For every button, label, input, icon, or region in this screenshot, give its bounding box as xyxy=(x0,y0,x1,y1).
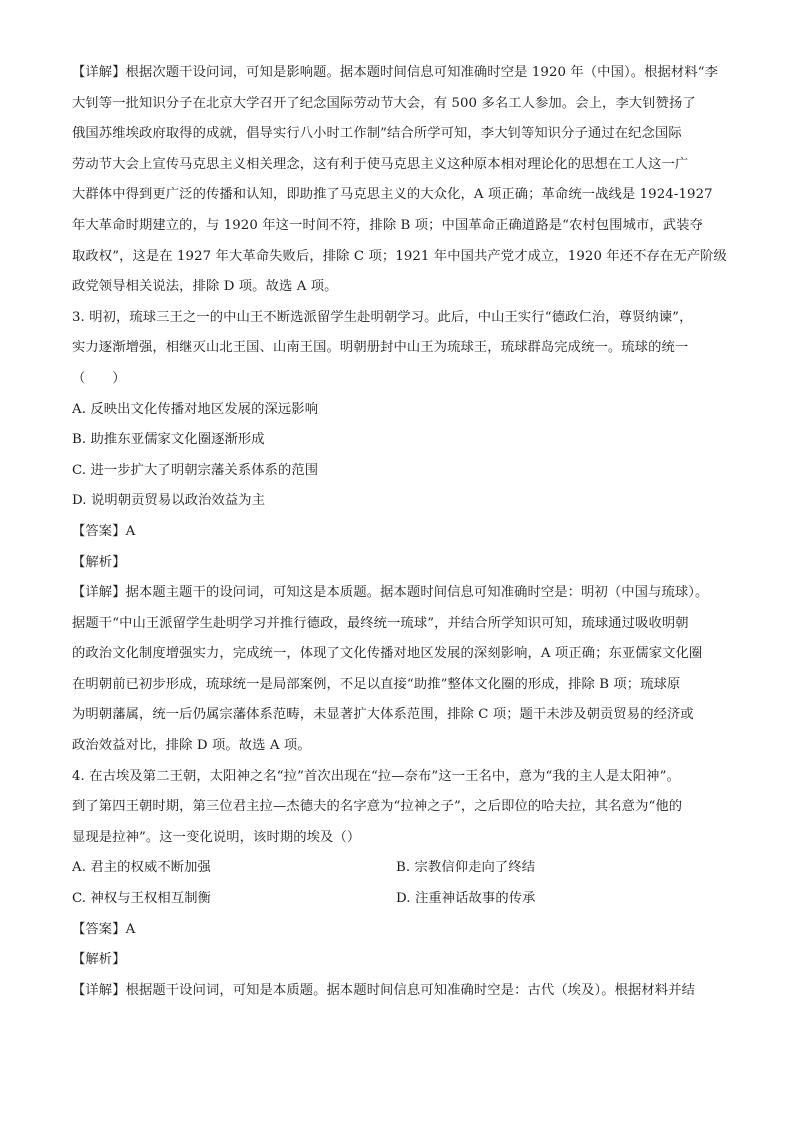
text-line: 大钊等一批知识分子在北京大学召开了纪念国际劳动节大会，有 500 多名工人参加。会上，李大钊赞扬了 xyxy=(72,95,696,111)
option-d: D. 注重神话故事的传承 xyxy=(396,891,536,907)
detail-paragraph: 【详解】根据题干设问词，可知是本质题。据本题时间信息可知准确时空是：古代（埃及）。根据材料并结 xyxy=(72,982,696,998)
answer-label: 【答案】A xyxy=(72,921,136,937)
text-line: 【解析】 xyxy=(72,554,126,570)
option-b: B. 宗教信仰走向了终结 xyxy=(396,860,536,876)
option-c: C. 神权与王权相互制衡 xyxy=(72,891,212,907)
text-line: 大群体中得到更广泛的传播和认知，即助推了马克思主义的大众化，A 项正确；革命统一战线是 1924-1927 xyxy=(72,187,713,203)
text-line: 在明朝前已初步形成，琉球统一是局部案例，不足以直接“助推”整体文化圈的形成，排除 B 项；琉球原 xyxy=(72,676,681,692)
text-line: 到了第四王朝时期，第三位君主拉—杰德夫的名字意为“拉神之子”，之后即位的哈夫拉，其名意为“他的 xyxy=(72,799,683,815)
option-row xyxy=(72,853,732,884)
text-line: 为明朝藩属，统一后仍属宗藩体系范畴，未显著扩大体系范围，排除 C 项；题干未涉及朝贡贸易的经济或 xyxy=(72,707,694,723)
text-line: 【答案】A xyxy=(72,523,136,539)
text-line: 【详解】根据次题干设问词，可知是影响题。据本题时间信息可知准确时空是 1920 年（中国）。根据材料“李 xyxy=(72,65,718,80)
text-line: 的政治文化制度增强实力，完成统一，体现了文化传播对地区发展的深刻影响，A 项正确；东亚儒家文化圈 xyxy=(72,646,703,662)
text-line: B. 助推东亚儒家文化圈逐渐形成 xyxy=(72,432,265,448)
text-line: 4. 在古埃及第二王朝，太阳神之名“拉”首次出现在“拉—奈布”这一王名中，意为“我的主人是太阳神”。 xyxy=(72,768,680,784)
text-line: 据题干“中山王派留学生赴明学习并推行德政，最终统一琉球”，并结合所学知识可知，琉球通过吸收明朝 xyxy=(72,615,689,631)
text-line: 显现是拉神”。这一变化说明，该时期的埃及（） xyxy=(72,829,361,845)
text-line: C. 进一步扩大了明朝宗藩关系体系的范围 xyxy=(72,462,319,478)
text-line: A. 反映出文化传播对地区发展的深远影响 xyxy=(72,401,319,417)
text-line: 年大革命时期建立的，与 1920 年这一时间不符，排除 B 项；中国革命正确道路是“农村包围城市，武装夺 xyxy=(72,217,703,233)
text-line: 俄国苏维埃政府取得的成就，倡导实行八小时工作制”结合所学可知，李大钊等知识分子通过在纪念国际 xyxy=(72,126,682,142)
text-line: D. 说明朝贡贸易以政治效益为主 xyxy=(72,493,266,509)
text-line: 政治效益对比，排除 D 项。故选 A 项。 xyxy=(72,738,311,754)
text-line: 3. 明初，琉球三王之一的中山王不断选派留学生赴明朝学习。此后，中山王实行“德政仁治，尊贤纳谏”， xyxy=(72,309,693,325)
text-line: 取政权”，这是在 1927 年大革命失败后，排除 C 项；1921 年中国共产党才成立，1920 年还不存在无产阶级 xyxy=(72,248,727,264)
option-row xyxy=(72,884,732,915)
text-line: 政党领导相关说法，排除 D 项。故选 A 项。 xyxy=(72,279,338,295)
analysis-label: 【解析】 xyxy=(72,952,126,968)
option-a: A. 君主的权威不断加强 xyxy=(72,860,211,876)
text-line: （ ） xyxy=(72,370,126,386)
text-line: 劳动节大会上宣传马克思主义相关理念，这有利于使马克思主义这种原本相对理论化的思想在工人这一广 xyxy=(72,156,689,172)
text-line: 【详解】据本题主题干的设问词，可知这是本质题。据本题时间信息可知准确时空是：明初（中国与琉球）。 xyxy=(72,585,709,601)
document-page xyxy=(72,58,732,1006)
text-line: 实力逐渐增强，相继灭山北王国、山南王国。明朝册封中山王为琉球王，琉球群岛完成统一。琉球的统一 xyxy=(72,340,689,356)
